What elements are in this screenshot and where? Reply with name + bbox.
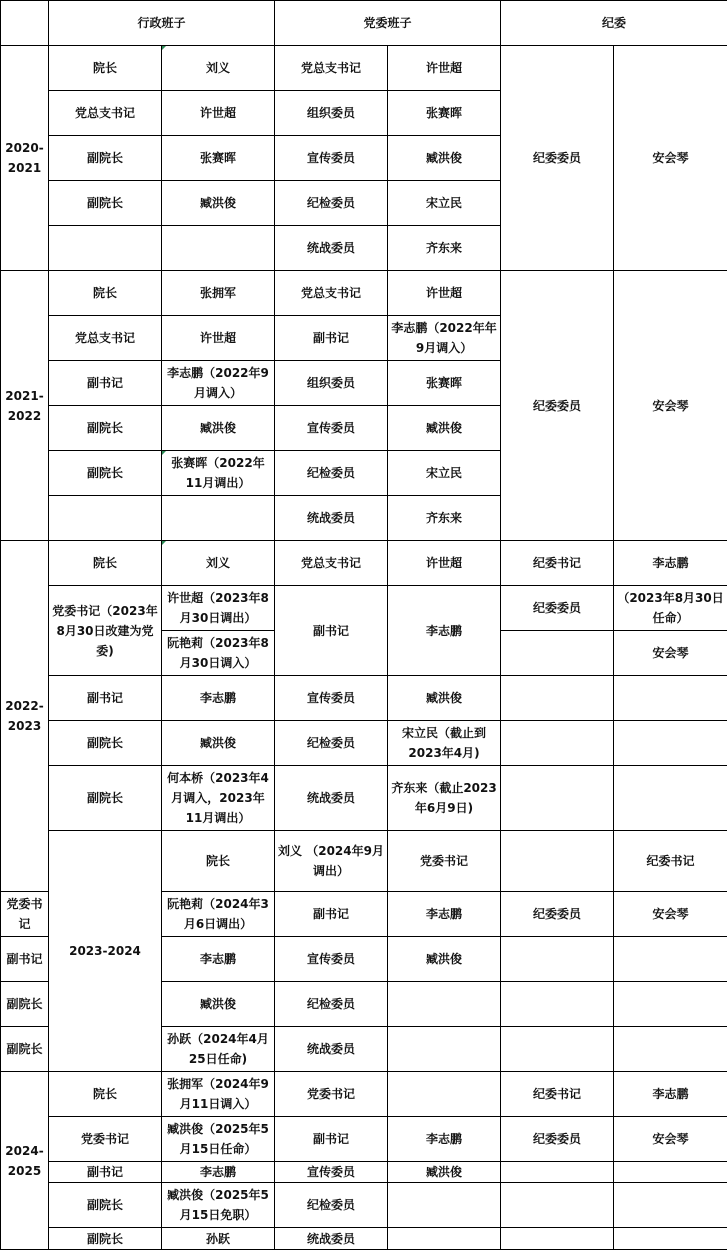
empty-cell [501, 766, 614, 831]
party-role: 副书记 [275, 316, 388, 361]
admin-name: 张拥军 [162, 271, 275, 316]
empty-cell [614, 1183, 727, 1228]
party-role: 党委书记 [388, 831, 501, 892]
table-header-row [1, 1, 727, 46]
period-2024-2025: 2024-2025 [1, 1072, 49, 1250]
table-row [1, 1183, 727, 1228]
empty-cell [501, 1162, 614, 1183]
party-role: 宣传委员 [275, 1162, 388, 1183]
admin-role: 副书记 [49, 1162, 162, 1183]
header-discipline: 纪委 [501, 1, 727, 46]
discipline-name: 安会琴 [614, 892, 727, 937]
empty-cell [388, 1027, 501, 1072]
party-role: 纪检委员 [275, 181, 388, 226]
admin-role: 副院长 [49, 766, 162, 831]
party-role: 副书记 [275, 586, 388, 676]
admin-name: 许世超 [162, 91, 275, 136]
discipline-name: 安会琴 [614, 1117, 727, 1162]
empty-cell [614, 1027, 727, 1072]
admin-role: 院长 [49, 271, 162, 316]
party-name: 齐东来 [388, 496, 501, 541]
empty-cell [162, 496, 275, 541]
period-2020-2021: 2020-2021 [1, 46, 49, 271]
admin-name: 孙跃（2024年4月25日任命) [162, 1027, 275, 1072]
party-role: 纪检委员 [275, 1183, 388, 1228]
party-name: 李志鹏 [388, 892, 501, 937]
party-name: 臧洪俊 [388, 676, 501, 721]
party-name: 臧洪俊 [388, 1162, 501, 1183]
table-row [1, 766, 727, 831]
admin-name: 臧洪俊 [162, 406, 275, 451]
party-name: 张赛晖 [388, 361, 501, 406]
party-name: 臧洪俊 [388, 406, 501, 451]
admin-role: 副院长 [49, 181, 162, 226]
party-name: 张赛晖 [388, 91, 501, 136]
empty-cell [49, 496, 162, 541]
empty-cell [501, 1183, 614, 1228]
discipline-name: （2023年8月30日任命） [614, 586, 727, 631]
empty-cell [388, 1183, 501, 1228]
party-role: 宣传委员 [275, 406, 388, 451]
admin-name: 许世超（2023年8月30日调出） [162, 586, 275, 631]
admin-name: 臧洪俊 [162, 181, 275, 226]
header-party: 党委班子 [275, 1, 501, 46]
empty-cell [49, 226, 162, 271]
table-row [1, 46, 727, 91]
party-name: 李志鹏（2022年年9月调入） [388, 316, 501, 361]
party-role: 统战委员 [275, 766, 388, 831]
admin-role: 院长 [162, 831, 275, 892]
discipline-role: 纪委书记 [614, 831, 727, 892]
discipline-role: 纪委委员 [501, 46, 614, 271]
empty-cell [614, 676, 727, 721]
admin-name: 阮艳莉（2024年3月6日调出） [162, 892, 275, 937]
admin-name: 刘义 （2024年9月调出） [275, 831, 388, 892]
empty-cell [501, 937, 614, 982]
admin-name: 张拥军（2024年9月11日调入） [162, 1072, 275, 1117]
table-row [1, 541, 727, 586]
discipline-role: 纪委委员 [501, 1117, 614, 1162]
party-role: 纪检委员 [275, 451, 388, 496]
party-role: 统战委员 [275, 1228, 388, 1250]
party-name: 许世超 [388, 271, 501, 316]
admin-role: 副院长 [49, 406, 162, 451]
empty-cell [614, 937, 727, 982]
party-role: 副书记 [275, 1117, 388, 1162]
admin-role: 副院长 [1, 1027, 49, 1072]
empty-cell [388, 982, 501, 1027]
party-role: 宣传委员 [275, 676, 388, 721]
admin-name: 臧洪俊（2025年5月15日任命） [162, 1117, 275, 1162]
admin-role: 副院长 [49, 136, 162, 181]
period-2021-2022: 2021-2022 [1, 271, 49, 541]
admin-name: 何本桥（2023年4月调入，2023年11月调出） [162, 766, 275, 831]
empty-cell [501, 721, 614, 766]
table-row [1, 676, 727, 721]
party-name: 臧洪俊 [388, 136, 501, 181]
party-role: 组织委员 [275, 91, 388, 136]
admin-name: 李志鹏 [162, 937, 275, 982]
empty-cell [614, 721, 727, 766]
empty-cell [388, 1072, 501, 1117]
empty-cell [501, 676, 614, 721]
party-role: 纪检委员 [275, 721, 388, 766]
admin-role: 副院长 [49, 1228, 162, 1250]
admin-role: 院长 [49, 46, 162, 91]
admin-role: 党委书记 [49, 1117, 162, 1162]
party-role: 统战委员 [275, 226, 388, 271]
discipline-role: 纪委委员 [501, 892, 614, 937]
admin-role: 副院长 [49, 451, 162, 496]
discipline-role: 纪委书记 [501, 1072, 614, 1117]
admin-name: 臧洪俊 [162, 982, 275, 1027]
table-row [1, 1162, 727, 1183]
admin-role: 副书记 [49, 361, 162, 406]
admin-name: 臧洪俊 [162, 721, 275, 766]
empty-cell [501, 631, 614, 676]
discipline-name: 安会琴 [614, 271, 727, 541]
party-name: 宋立民 [388, 451, 501, 496]
admin-name: 孙跃 [162, 1228, 275, 1250]
admin-name: 刘义 [162, 541, 275, 586]
empty-cell [501, 1228, 614, 1250]
party-name: 李志鹏 [388, 586, 501, 676]
table-row [1, 831, 727, 892]
admin-role: 党委书记 [1, 892, 49, 937]
admin-name: 许世超 [162, 316, 275, 361]
party-role: 党委书记 [275, 1072, 388, 1117]
admin-role: 党总支书记 [49, 316, 162, 361]
admin-name: 李志鹏 [162, 1162, 275, 1183]
table-row [1, 721, 727, 766]
party-role: 宣传委员 [275, 136, 388, 181]
admin-role: 院长 [49, 1072, 162, 1117]
admin-role: 副院长 [1, 982, 49, 1027]
admin-name: 张赛晖 [162, 136, 275, 181]
admin-role: 党总支书记 [49, 91, 162, 136]
header-admin: 行政班子 [49, 1, 275, 46]
party-role: 纪检委员 [275, 982, 388, 1027]
discipline-name: 李志鹏 [614, 541, 727, 586]
party-role: 党总支书记 [275, 271, 388, 316]
admin-role: 院长 [49, 541, 162, 586]
admin-name: 李志鹏（2022年9月调入） [162, 361, 275, 406]
admin-role: 副书记 [1, 937, 49, 982]
party-name: 李志鹏 [388, 1117, 501, 1162]
party-role: 副书记 [275, 892, 388, 937]
discipline-role: 纪委书记 [501, 541, 614, 586]
empty-cell [162, 226, 275, 271]
party-name: 臧洪俊 [388, 937, 501, 982]
party-name: 齐东来（截止2023年6月9日) [388, 766, 501, 831]
discipline-name: 李志鹏 [614, 1072, 727, 1117]
party-role: 党总支书记 [275, 46, 388, 91]
admin-name: 刘义 [162, 46, 275, 91]
party-role: 组织委员 [275, 361, 388, 406]
admin-role: 副院长 [49, 1183, 162, 1228]
party-role: 统战委员 [275, 496, 388, 541]
table-row [1, 271, 727, 316]
empty-cell [614, 1162, 727, 1183]
discipline-name: 安会琴 [614, 631, 727, 676]
party-role: 宣传委员 [275, 937, 388, 982]
empty-cell [614, 766, 727, 831]
discipline-role: 纪委委员 [501, 586, 614, 631]
discipline-name: 安会琴 [614, 46, 727, 271]
party-name: 齐东来 [388, 226, 501, 271]
admin-name: 张赛晖（2022年11月调出） [162, 451, 275, 496]
party-name: 宋立民 [388, 181, 501, 226]
admin-name: 臧洪俊（2025年5月15日免职） [162, 1183, 275, 1228]
empty-cell [501, 1027, 614, 1072]
empty-cell [501, 831, 614, 892]
admin-role: 副院长 [49, 721, 162, 766]
admin-name: 阮艳莉（2023年8月30日调入） [162, 631, 275, 676]
table-row [1, 586, 727, 631]
party-name: 许世超 [388, 46, 501, 91]
table-row [1, 1228, 727, 1250]
empty-cell [614, 1228, 727, 1250]
period-2022-2023: 2022-2023 [1, 541, 49, 892]
party-role: 党总支书记 [275, 541, 388, 586]
admin-role: 党委书记（2023年8月30日改建为党委) [49, 586, 162, 676]
empty-cell [614, 982, 727, 1027]
party-role: 统战委员 [275, 1027, 388, 1072]
table-row [1, 1072, 727, 1117]
admin-role: 副书记 [49, 676, 162, 721]
party-name: 宋立民（截止到2023年4月) [388, 721, 501, 766]
period-2023-2024: 2023-2024 [49, 831, 162, 1072]
admin-name: 李志鹏 [162, 676, 275, 721]
party-name: 许世超 [388, 541, 501, 586]
corner-cell [1, 1, 49, 46]
empty-cell [388, 1228, 501, 1250]
discipline-role: 纪委委员 [501, 271, 614, 541]
empty-cell [501, 982, 614, 1027]
table-row [1, 1117, 727, 1162]
